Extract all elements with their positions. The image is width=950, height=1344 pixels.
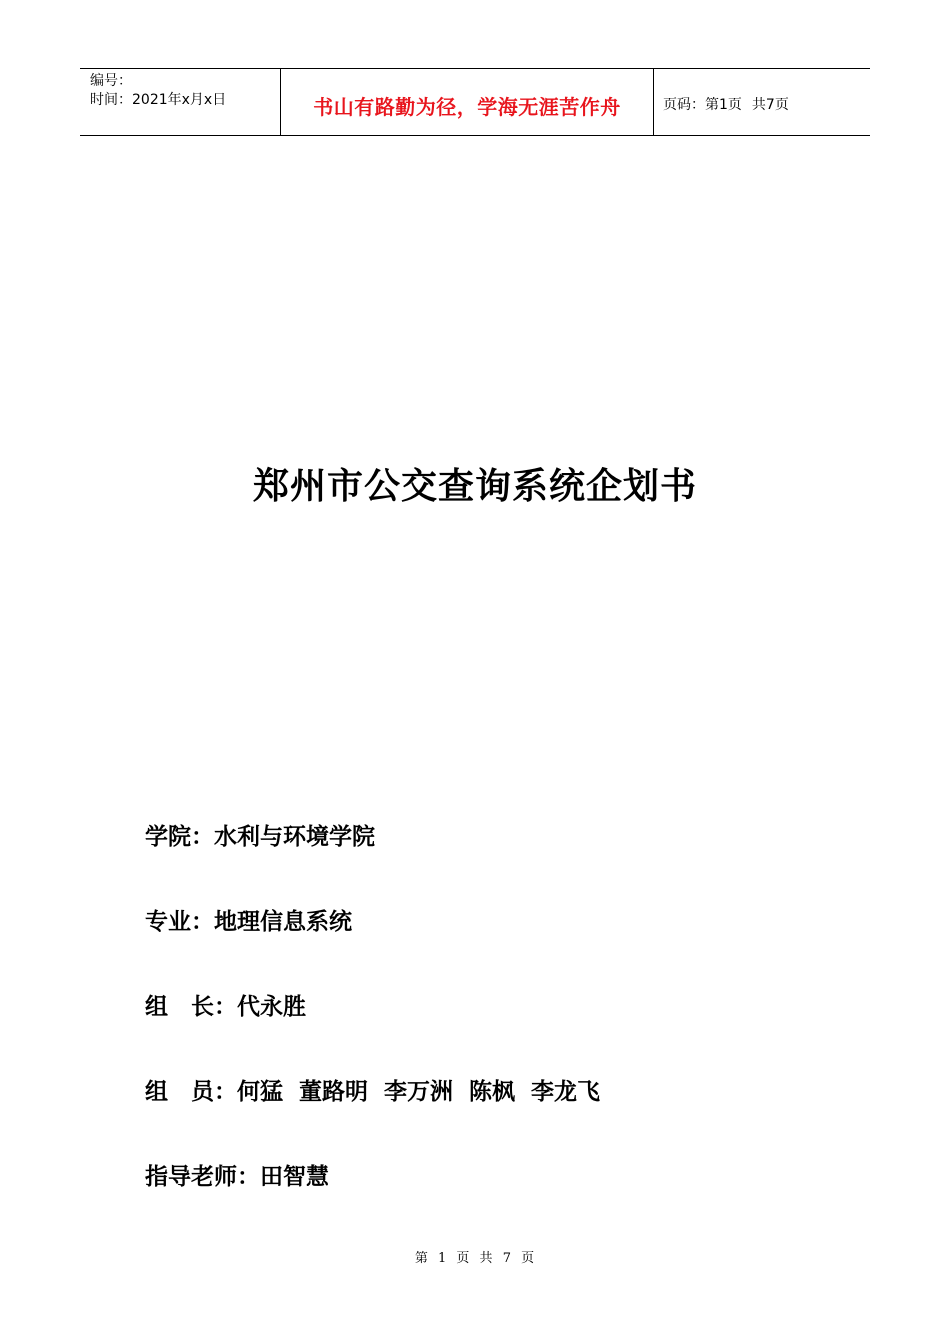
header-page-cell (654, 69, 870, 135)
page-header (80, 68, 870, 136)
header-page-number: 页码：第1页 (663, 97, 742, 113)
members-line: 组 员：何猛 董路明 李万洲 陈枫 李龙飞 (145, 1079, 601, 1105)
advisor-line: 指导老师：田智慧 (145, 1164, 329, 1190)
document-title: 郑州市公交查询系统企划书 (252, 466, 697, 507)
header-page-total: 共7页 (751, 97, 789, 113)
page-footer: 第 1 页 共 7 页 (414, 1251, 536, 1266)
header-number: 编号： (90, 73, 132, 89)
major-line: 专业：地理信息系统 (145, 909, 352, 935)
header-info-cell (80, 69, 281, 135)
header-motto-cell (281, 69, 654, 135)
header-motto: 书山有路勤为径，学海无涯苦作舟 (313, 94, 621, 119)
college-line: 学院：水利与环境学院 (145, 824, 375, 850)
header-time: 时间：2021年x月x日 (90, 92, 227, 108)
leader-line: 组 长：代永胜 (145, 994, 306, 1020)
